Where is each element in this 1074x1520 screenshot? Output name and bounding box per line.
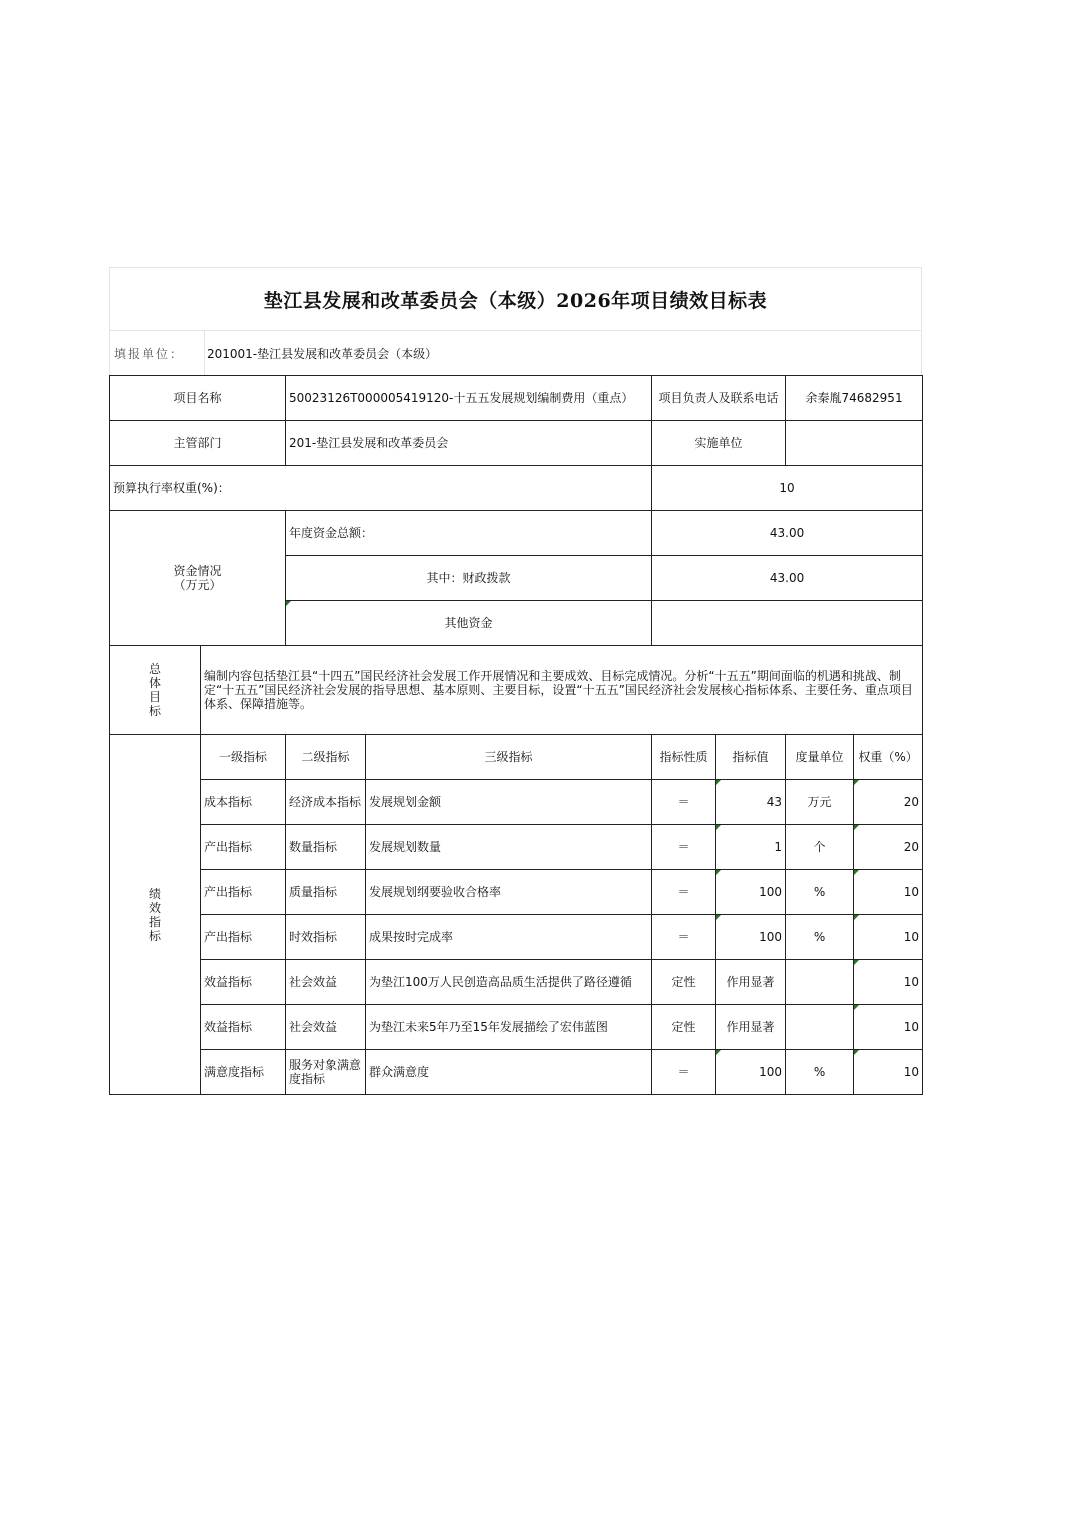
row-l3: 为垫江100万人民创造高品质生活提供了路径遵循: [366, 960, 652, 1005]
row-nature: ＝: [652, 825, 716, 870]
funds-total-row: [110, 511, 923, 556]
header-weight: 权重（%）: [854, 735, 923, 780]
row-l3: 发展规划纲要验收合格率: [366, 870, 652, 915]
row-value: 作用显著: [716, 1005, 786, 1050]
row-nature: 定性: [652, 960, 716, 1005]
budget-weight-value: 10: [652, 466, 923, 511]
header-l1: 一级指标: [201, 735, 286, 780]
row-value: 1: [716, 825, 786, 870]
table-row: [110, 1005, 923, 1050]
row-l2: 社会效益: [286, 960, 366, 1005]
table-row: [110, 960, 923, 1005]
row-l2: 时效指标: [286, 915, 366, 960]
project-name-label: 项目名称: [110, 376, 286, 421]
header-l2: 二级指标: [286, 735, 366, 780]
row-nature: ＝: [652, 780, 716, 825]
fill-unit-value: 201001-垫江县发展和改革委员会（本级）: [207, 346, 438, 361]
row-unit: [786, 1005, 854, 1050]
row-l2: 服务对象满意度指标: [286, 1050, 366, 1095]
funds-fiscal-label: 其中：财政拨款: [286, 556, 652, 601]
goal-row: [110, 646, 923, 735]
row-l1: 效益指标: [201, 960, 286, 1005]
performance-table: [109, 375, 923, 1095]
row-l3: 为垫江未来5年乃至15年发展描绘了宏伟蓝图: [366, 1005, 652, 1050]
table-row: [110, 870, 923, 915]
row-weight: 10: [854, 870, 923, 915]
row-weight: 10: [854, 915, 923, 960]
funds-other-label: 其他资金: [286, 601, 652, 646]
table-row: [110, 1050, 923, 1095]
goal-label: 总 体 目 标: [110, 646, 201, 735]
funds-total-value: 43.00: [652, 511, 923, 556]
row-l2: 经济成本指标: [286, 780, 366, 825]
row-nature: ＝: [652, 1050, 716, 1095]
row-unit: [786, 960, 854, 1005]
page-title: 垫江县发展和改革委员会（本级）2026年项目绩效目标表: [263, 289, 768, 312]
header-nature: 指标性质: [652, 735, 716, 780]
row-l1: 效益指标: [201, 1005, 286, 1050]
row-l3: 发展规划数量: [366, 825, 652, 870]
fill-unit-label: 填报单位：: [110, 331, 205, 375]
dept-value: 201-垫江县发展和改革委员会: [286, 421, 652, 466]
impl-value: [786, 421, 923, 466]
funds-fiscal-value: 43.00: [652, 556, 923, 601]
project-name-value: 50023126T000005419120-十五五发展规划编制费用（重点）: [286, 376, 652, 421]
row-unit: %: [786, 870, 854, 915]
row-l1: 产出指标: [201, 825, 286, 870]
funds-total-label: 年度资金总额：: [286, 511, 652, 556]
row-weight: 20: [854, 780, 923, 825]
header-value: 指标值: [716, 735, 786, 780]
project-contact-label: 项目负责人及联系电话: [652, 376, 786, 421]
row-value: 100: [716, 1050, 786, 1095]
row-l1: 满意度指标: [201, 1050, 286, 1095]
table-row: [110, 915, 923, 960]
row-l2: 社会效益: [286, 1005, 366, 1050]
row-value: 100: [716, 870, 786, 915]
funds-other-value: [652, 601, 923, 646]
table-row: [110, 825, 923, 870]
row-unit: %: [786, 1050, 854, 1095]
fill-unit-row: [109, 330, 922, 375]
row-weight: 10: [854, 1005, 923, 1050]
row-weight: 20: [854, 825, 923, 870]
row-unit: 个: [786, 825, 854, 870]
row-l3: 发展规划金额: [366, 780, 652, 825]
row-l3: 成果按时完成率: [366, 915, 652, 960]
row-unit: %: [786, 915, 854, 960]
title-row: [109, 267, 922, 330]
row-value: 作用显著: [716, 960, 786, 1005]
row-l1: 成本指标: [201, 780, 286, 825]
row-l2: 质量指标: [286, 870, 366, 915]
row-l2: 数量指标: [286, 825, 366, 870]
impl-label: 实施单位: [652, 421, 786, 466]
row-l3: 群众满意度: [366, 1050, 652, 1095]
row-l1: 产出指标: [201, 870, 286, 915]
row-weight: 10: [854, 960, 923, 1005]
table-row: [110, 780, 923, 825]
dept-label: 主管部门: [110, 421, 286, 466]
row-value: 100: [716, 915, 786, 960]
row-unit: 万元: [786, 780, 854, 825]
budget-weight-row: [110, 466, 923, 511]
performance-sheet: [109, 267, 922, 1095]
project-name-row: [110, 376, 923, 421]
funds-label: 资金情况 （万元）: [110, 511, 286, 646]
dept-row: [110, 421, 923, 466]
goal-text: 编制内容包括垫江县“十四五”国民经济社会发展工作开展情况和主要成效、目标完成情况。分析“十五五”期间面临的机遇和挑战、制定“十五五”国民经济社会发展的指导思想、基本原则、主要目标，设置“十五五”国民经济社会发展核心指标体系、主要任务、重点项目体系、保障措施等。: [201, 646, 923, 735]
header-unit: 度量单位: [786, 735, 854, 780]
row-nature: ＝: [652, 915, 716, 960]
row-weight: 10: [854, 1050, 923, 1095]
indicator-header-row: [110, 735, 923, 780]
project-contact-value: 余秦胤74682951: [786, 376, 923, 421]
row-l1: 产出指标: [201, 915, 286, 960]
row-value: 43: [716, 780, 786, 825]
header-l3: 三级指标: [366, 735, 652, 780]
row-nature: 定性: [652, 1005, 716, 1050]
row-nature: ＝: [652, 870, 716, 915]
budget-weight-label: 预算执行率权重(%)：: [110, 466, 652, 511]
indicator-label: 绩 效 指 标: [110, 735, 201, 1095]
